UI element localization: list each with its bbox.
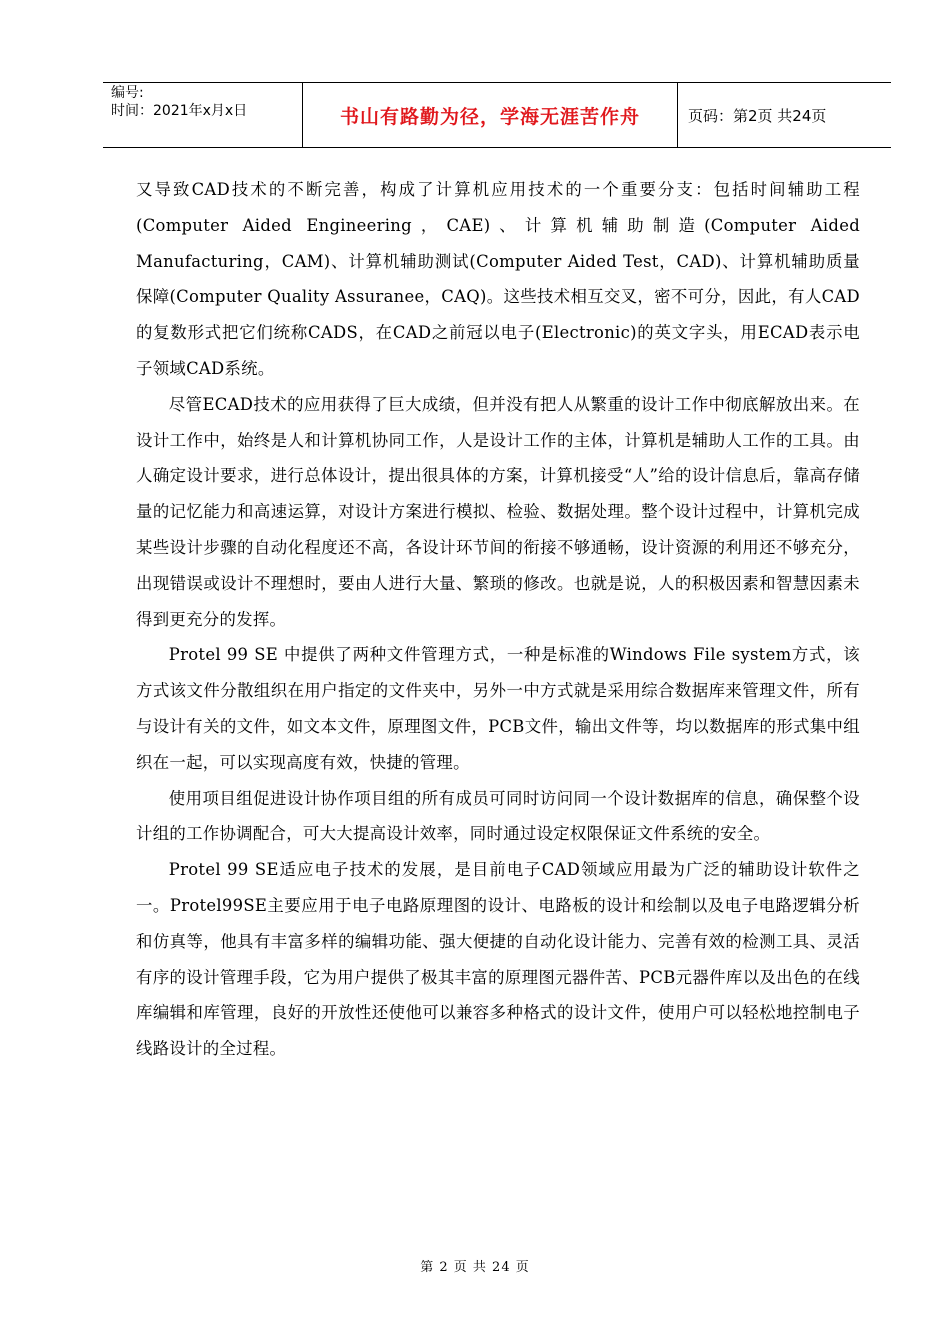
header-meta <box>103 83 302 147</box>
page-footer: 第 2 页 共 24 页 <box>420 1260 530 1275</box>
paragraph-4: 使用项目组促进设计协作项目组的所有成员可同时访问同一个设计数据库的信息，确保整个设计组的工作协调配合，可大大提高设计效率，同时通过设定权限保证文件系统的安全。 <box>136 788 860 844</box>
document-time: 时间：2021年x月x日 <box>111 103 248 119</box>
paragraph-2: 尽管ECAD技术的应用获得了巨大成绩，但并没有把人从繁重的设计工作中彻底解放出来。在设计工作中，始终是人和计算机协同工作，人是设计工作的主体，计算机是辅助人工作的工具。由人确定设计要求，进行总体设计，提出很具体的方案，计算机接受“人”给的设计信息后，靠高存储量的记忆能力和高速运算，对设计方案进行模拟、检验、数据处理。整个设计过程中，计算机完成某些设计步骤的自动化程度还不高，各设计环节间的衔接不够通畅，设计资源的利用还不够充分，出现错误或设计不理想时，要由人进行大量、繁琐的修改。也就是说，人的积极因素和智慧因素未得到更充分的发挥。 <box>136 394 860 629</box>
document-number-label: 编号: <box>111 85 144 101</box>
paragraph-1: 又导致CAD技术的不断完善，构成了计算机应用技术的一个重要分支：包括时间辅助工程(Computer Aided Engineering，CAE)、计算机辅助制造(Computer Aided Manufacturing，CAM)、计算机辅助测试(Computer Aided Test，CAD)、计算机辅助质量保障(Computer Quality Assuranee，CAQ)。这些技术相互交叉，密不可分，因此，有人CAD的复数形式把它们统称CADS，在CAD之前冠以电子(Electronic)的英文字头，用ECAD表示电子领域CAD系统。 <box>136 180 860 378</box>
paragraph-5: Protel 99 SE适应电子技术的发展，是目前电子CAD领域应用最为广泛的辅助设计软件之一。Protel99SE主要应用于电子电路原理图的设计、电路板的设计和绘制以及电子电路逻辑分析和仿真等，他具有丰富多样的编辑功能、强大便捷的自动化设计能力、完善有效的检测工具、灵活有序的设计管理手段，它为用户提供了极其丰富的原理图元器件苦、PCB元器件库以及出色的在线库编辑和库管理，良好的开放性还使他可以兼容多种格式的设计文件，使用户可以轻松地控制电子线路设计的全过程。 <box>136 860 860 1059</box>
document-body <box>136 172 860 1067</box>
paragraph-3: Protel 99 SE 中提供了两种文件管理方式，一种是标准的Windows File system方式，该方式该文件分散组织在用户指定的文件夹中，另外一中方式就是采用综合数据库来管理文件，所有与设计有关的文件，如文本文件，原理图文件，PCB文件，输出文件等，均以数据库的形式集中组织在一起，可以实现高度有效，快捷的管理。 <box>136 645 860 772</box>
page-header <box>103 82 891 148</box>
header-page-code: 页码：第2页 共24页 <box>688 106 827 125</box>
header-motto-cell <box>302 83 678 147</box>
header-motto: 书山有路勤为径，学海无涯苦作舟 <box>339 105 640 128</box>
